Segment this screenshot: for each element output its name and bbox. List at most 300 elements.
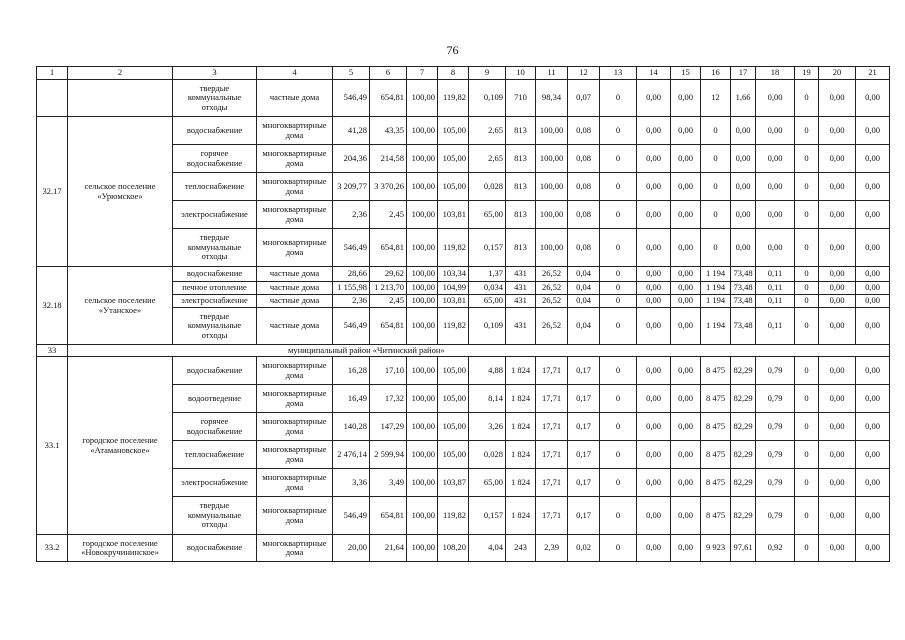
housing-type: многоквартирные дома	[257, 535, 333, 562]
table-cell: 0	[600, 441, 637, 469]
table-cell: 9 923	[701, 535, 731, 562]
table-cell: 0,17	[568, 357, 600, 385]
table-cell: 100,00	[536, 117, 568, 145]
table-cell: 0,00	[756, 173, 795, 201]
housing-type: многоквартирные дома	[257, 357, 333, 385]
table-cell: 105,00	[438, 441, 469, 469]
table-cell: 813	[506, 229, 536, 267]
table-cell: 0,00	[671, 357, 701, 385]
housing-type: частные дома	[257, 282, 333, 295]
service-type: твердые коммунальные отходы	[173, 308, 257, 345]
table-cell: 100,00	[407, 385, 438, 413]
service-type: твердые коммунальные отходы	[173, 497, 257, 535]
table-cell: 710	[506, 80, 536, 117]
table-cell: 0	[795, 173, 819, 201]
table-cell: 65,00	[469, 201, 506, 229]
table-cell: 2,65	[469, 145, 506, 173]
table-cell: 0	[795, 385, 819, 413]
table-cell: 0,00	[671, 145, 701, 173]
table-cell: 0	[795, 145, 819, 173]
table-cell: 0	[795, 295, 819, 308]
table-cell: 3,49	[370, 469, 407, 497]
column-header: 16	[701, 67, 731, 80]
table-cell: 0,00	[756, 80, 795, 117]
table-cell: 0,00	[819, 357, 856, 385]
table-cell: 100,00	[407, 229, 438, 267]
table-cell: 119,82	[438, 229, 469, 267]
table-cell: 97,61	[731, 535, 756, 562]
table-cell: 0,00	[671, 173, 701, 201]
table-cell: 0,00	[819, 295, 856, 308]
table-cell: 0,109	[469, 80, 506, 117]
table-cell: 8 475	[701, 413, 731, 441]
table-cell: 103,81	[438, 201, 469, 229]
table-cell: 82,29	[731, 497, 756, 535]
column-header: 12	[568, 67, 600, 80]
table-cell: 0,00	[671, 535, 701, 562]
table-cell: 0,00	[637, 357, 671, 385]
table-cell: 8 475	[701, 385, 731, 413]
table-cell: 103,87	[438, 469, 469, 497]
service-type: теплоснабжение	[173, 173, 257, 201]
table-cell: 0	[600, 267, 637, 282]
table-cell: 4,88	[469, 357, 506, 385]
table-cell: 0,00	[756, 229, 795, 267]
table-cell: 17,71	[536, 469, 568, 497]
table-cell: 0,00	[671, 282, 701, 295]
table-cell: 100,00	[536, 145, 568, 173]
column-header: 4	[257, 67, 333, 80]
table-cell: 0,04	[568, 295, 600, 308]
housing-type: многоквартирные дома	[257, 497, 333, 535]
header-row	[37, 67, 890, 80]
table-cell: 0,17	[568, 497, 600, 535]
table-cell: 8 475	[701, 497, 731, 535]
service-type: электроснабжение	[173, 295, 257, 308]
table-cell: 100,00	[407, 535, 438, 562]
section-title: муниципальный район «Читинский район»	[68, 345, 890, 357]
table-cell: 0	[600, 308, 637, 345]
table-cell: 0,034	[469, 282, 506, 295]
table-cell: 28,66	[333, 267, 370, 282]
table-cell: 0,00	[856, 413, 890, 441]
table-cell: 0	[795, 282, 819, 295]
table-cell: 0	[600, 535, 637, 562]
table-cell: 654,81	[370, 80, 407, 117]
table-cell: 104,99	[438, 282, 469, 295]
table-cell: 0	[795, 201, 819, 229]
table-cell: 103,81	[438, 295, 469, 308]
table-cell: 0,00	[856, 267, 890, 282]
housing-type: многоквартирные дома	[257, 145, 333, 173]
table-cell: 546,49	[333, 497, 370, 535]
table-cell: 82,29	[731, 357, 756, 385]
table-cell: 108,20	[438, 535, 469, 562]
table-cell: 2,45	[370, 201, 407, 229]
table-cell: 0	[600, 469, 637, 497]
table-cell: 41,28	[333, 117, 370, 145]
table-cell: 0,00	[756, 145, 795, 173]
column-header: 15	[671, 67, 701, 80]
table-cell: 0,00	[671, 469, 701, 497]
table-cell: 0,00	[671, 413, 701, 441]
table-cell: 0,11	[756, 282, 795, 295]
table-cell: 0,00	[731, 201, 756, 229]
table-cell: 2,45	[370, 295, 407, 308]
table-cell: 0,02	[568, 535, 600, 562]
table-cell: 119,82	[438, 80, 469, 117]
table-cell: 0,00	[637, 441, 671, 469]
table-cell: 0,00	[856, 173, 890, 201]
table-cell: 100,00	[407, 469, 438, 497]
table-cell: 0	[600, 282, 637, 295]
table-cell: 26,52	[536, 282, 568, 295]
service-type: твердые коммунальные отходы	[173, 80, 257, 117]
service-type: водоотведение	[173, 385, 257, 413]
table-cell: 0,00	[671, 441, 701, 469]
column-header: 9	[469, 67, 506, 80]
table-cell: 2 599,94	[370, 441, 407, 469]
table-cell: 654,81	[370, 229, 407, 267]
table-cell: 0	[600, 357, 637, 385]
table-cell: 0,79	[756, 385, 795, 413]
table-cell: 0,92	[756, 535, 795, 562]
table-cell: 0,00	[856, 117, 890, 145]
table-cell: 105,00	[438, 173, 469, 201]
table-cell: 431	[506, 295, 536, 308]
table-cell: 0,00	[637, 80, 671, 117]
table-cell: 0,11	[756, 308, 795, 345]
table-cell: 0,79	[756, 357, 795, 385]
table-cell: 813	[506, 201, 536, 229]
table-cell: 2,36	[333, 201, 370, 229]
table-cell: 119,82	[438, 497, 469, 535]
table-cell: 1 194	[701, 308, 731, 345]
service-type: водоснабжение	[173, 267, 257, 282]
settlement-name	[68, 80, 173, 117]
table-cell: 73,48	[731, 295, 756, 308]
table-cell: 0,00	[671, 385, 701, 413]
table-cell: 0,00	[637, 282, 671, 295]
table-cell: 100,00	[407, 267, 438, 282]
table-cell: 0,00	[731, 145, 756, 173]
table-cell: 1 155,98	[333, 282, 370, 295]
table-cell: 0,00	[671, 308, 701, 345]
row-number	[37, 80, 68, 117]
service-type: водоснабжение	[173, 535, 257, 562]
table-cell: 12	[701, 80, 731, 117]
table-cell: 204,36	[333, 145, 370, 173]
table-cell: 147,29	[370, 413, 407, 441]
table-cell: 105,00	[438, 357, 469, 385]
table-cell: 0,00	[671, 229, 701, 267]
table-cell: 20,00	[333, 535, 370, 562]
settlement-name: сельское поселение «Урюмское»	[68, 117, 173, 267]
table-cell: 0,109	[469, 308, 506, 345]
table-cell: 26,52	[536, 295, 568, 308]
column-header: 2	[68, 67, 173, 80]
table-cell: 0,00	[856, 80, 890, 117]
table-cell: 0	[701, 229, 731, 267]
table-cell: 100,00	[407, 413, 438, 441]
table-cell: 431	[506, 282, 536, 295]
table-cell: 0,00	[637, 535, 671, 562]
table-cell: 0	[600, 80, 637, 117]
table-row	[37, 80, 890, 117]
service-type: твердые коммунальные отходы	[173, 229, 257, 267]
table-cell: 0	[795, 117, 819, 145]
table-cell: 0	[795, 535, 819, 562]
service-type: теплоснабжение	[173, 441, 257, 469]
table-cell: 0,17	[568, 413, 600, 441]
housing-type: многоквартирные дома	[257, 469, 333, 497]
column-header: 11	[536, 67, 568, 80]
table-row	[37, 357, 890, 385]
table-cell: 0,00	[671, 201, 701, 229]
service-type: горячее водоснабжение	[173, 413, 257, 441]
table-cell: 0	[600, 497, 637, 535]
table-cell: 1 194	[701, 282, 731, 295]
table-cell: 0,00	[637, 413, 671, 441]
table-cell: 0,04	[568, 267, 600, 282]
table-cell: 0,00	[819, 201, 856, 229]
table-cell: 0,17	[568, 469, 600, 497]
column-header: 17	[731, 67, 756, 80]
table-cell: 0,00	[856, 357, 890, 385]
housing-type: многоквартирные дома	[257, 173, 333, 201]
table-cell: 214,58	[370, 145, 407, 173]
table-cell: 1 824	[506, 357, 536, 385]
table-cell: 100,00	[407, 295, 438, 308]
service-type: водоснабжение	[173, 117, 257, 145]
table-cell: 813	[506, 117, 536, 145]
service-type: горячее водоснабжение	[173, 145, 257, 173]
table-cell: 0,00	[819, 267, 856, 282]
table-cell: 140,28	[333, 413, 370, 441]
table-cell: 17,71	[536, 357, 568, 385]
housing-type: многоквартирные дома	[257, 117, 333, 145]
table-cell: 100,00	[407, 282, 438, 295]
table-row	[37, 117, 890, 145]
table-cell: 105,00	[438, 117, 469, 145]
table-cell: 16,28	[333, 357, 370, 385]
service-type: электроснабжение	[173, 201, 257, 229]
table-cell: 0,00	[819, 173, 856, 201]
table-cell: 0,00	[856, 282, 890, 295]
column-header: 7	[407, 67, 438, 80]
table-cell: 0,00	[819, 413, 856, 441]
column-header: 6	[370, 67, 407, 80]
table-cell: 1 824	[506, 497, 536, 535]
table-cell: 0,00	[637, 469, 671, 497]
housing-type: многоквартирные дома	[257, 385, 333, 413]
table-cell: 0	[795, 357, 819, 385]
page-number: 76	[446, 43, 459, 57]
table-cell: 8 475	[701, 357, 731, 385]
table-cell: 0,00	[671, 80, 701, 117]
table-cell: 243	[506, 535, 536, 562]
table-cell: 0,08	[568, 229, 600, 267]
table-cell: 0	[795, 229, 819, 267]
table-cell: 0,11	[756, 295, 795, 308]
table-cell: 100,00	[407, 117, 438, 145]
table-cell: 0,00	[819, 80, 856, 117]
table-cell: 17,71	[536, 441, 568, 469]
table-cell: 0,00	[856, 145, 890, 173]
table-cell: 1 824	[506, 469, 536, 497]
column-header: 3	[173, 67, 257, 80]
table-cell: 21,64	[370, 535, 407, 562]
table-cell: 0,00	[819, 535, 856, 562]
table-cell: 0,00	[637, 385, 671, 413]
table-cell: 119,82	[438, 308, 469, 345]
table-cell: 82,29	[731, 413, 756, 441]
table-cell: 546,49	[333, 80, 370, 117]
table-cell: 0,00	[819, 229, 856, 267]
table-cell: 100,00	[407, 173, 438, 201]
table-cell: 0	[795, 80, 819, 117]
table-cell: 0,79	[756, 469, 795, 497]
table-cell: 0,00	[637, 295, 671, 308]
table-cell: 100,00	[407, 80, 438, 117]
table-cell: 0,00	[637, 497, 671, 535]
settlement-name: городское поселение «Атамановское»	[68, 357, 173, 535]
table-cell: 105,00	[438, 413, 469, 441]
column-header: 20	[819, 67, 856, 80]
table-cell: 0,028	[469, 173, 506, 201]
table-cell: 0,00	[856, 229, 890, 267]
table-cell: 0	[600, 229, 637, 267]
table-cell: 0,04	[568, 282, 600, 295]
table-cell: 0,00	[856, 385, 890, 413]
table-cell: 29,62	[370, 267, 407, 282]
table-cell: 3,26	[469, 413, 506, 441]
table-cell: 17,10	[370, 357, 407, 385]
table-cell: 0	[600, 173, 637, 201]
table-cell: 0,00	[731, 117, 756, 145]
column-header: 19	[795, 67, 819, 80]
table-cell: 8,14	[469, 385, 506, 413]
table-cell: 0	[600, 201, 637, 229]
table-cell: 1,37	[469, 267, 506, 282]
table-cell: 654,81	[370, 308, 407, 345]
table-cell: 82,29	[731, 441, 756, 469]
table-cell: 0	[701, 173, 731, 201]
table-cell: 0,00	[856, 295, 890, 308]
table-cell: 0,07	[568, 80, 600, 117]
table-cell: 26,52	[536, 308, 568, 345]
table-cell: 0	[600, 413, 637, 441]
row-number: 32.17	[37, 117, 68, 267]
table-cell: 0,00	[731, 229, 756, 267]
table-cell: 0,00	[637, 267, 671, 282]
table-cell: 0,00	[731, 173, 756, 201]
table-cell: 0	[795, 469, 819, 497]
column-header: 14	[637, 67, 671, 80]
table-cell: 65,00	[469, 469, 506, 497]
table-cell: 17,71	[536, 413, 568, 441]
table-cell: 98,34	[536, 80, 568, 117]
row-number: 33.2	[37, 535, 68, 562]
table-cell: 4,04	[469, 535, 506, 562]
service-type: водоснабжение	[173, 357, 257, 385]
table-cell: 546,49	[333, 308, 370, 345]
section-number: 33	[37, 345, 68, 357]
table-cell: 0	[795, 497, 819, 535]
table-cell: 0,00	[819, 282, 856, 295]
table-cell: 0,00	[819, 441, 856, 469]
row-number: 32.18	[37, 267, 68, 345]
table-cell: 103,34	[438, 267, 469, 282]
housing-type: многоквартирные дома	[257, 229, 333, 267]
table-cell: 1 194	[701, 267, 731, 282]
table-cell: 2,65	[469, 117, 506, 145]
table-cell: 0,00	[856, 308, 890, 345]
table-cell: 3 370,26	[370, 173, 407, 201]
table-cell: 0,157	[469, 229, 506, 267]
table-cell: 105,00	[438, 385, 469, 413]
table-cell: 17,71	[536, 385, 568, 413]
table-cell: 0,08	[568, 173, 600, 201]
table-cell: 1 213,70	[370, 282, 407, 295]
table-cell: 0	[600, 117, 637, 145]
table-cell: 65,00	[469, 295, 506, 308]
table-cell: 8 475	[701, 441, 731, 469]
table-cell: 100,00	[536, 229, 568, 267]
table-cell: 2,36	[333, 295, 370, 308]
table-cell: 16,49	[333, 385, 370, 413]
table-cell: 0,028	[469, 441, 506, 469]
table-cell: 73,48	[731, 308, 756, 345]
table-cell: 0,00	[671, 295, 701, 308]
column-header: 21	[856, 67, 890, 80]
table-cell: 1 824	[506, 385, 536, 413]
table-cell: 82,29	[731, 469, 756, 497]
table-cell: 0,00	[819, 497, 856, 535]
table-cell: 0,00	[671, 117, 701, 145]
settlement-name: сельское поселение «Утанское»	[68, 267, 173, 345]
table-cell: 813	[506, 145, 536, 173]
housing-type: многоквартирные дома	[257, 441, 333, 469]
housing-type: частные дома	[257, 80, 333, 117]
table-cell: 0,00	[856, 497, 890, 535]
table-cell: 43,35	[370, 117, 407, 145]
service-type: печное отопление	[173, 282, 257, 295]
table-cell: 0,00	[756, 117, 795, 145]
table-cell: 0,79	[756, 441, 795, 469]
table-cell: 1 824	[506, 441, 536, 469]
table-cell: 0,00	[637, 229, 671, 267]
table-cell: 0,00	[637, 308, 671, 345]
table-cell: 0,00	[856, 535, 890, 562]
tariff-table	[36, 66, 890, 562]
table-cell: 0,17	[568, 385, 600, 413]
table-cell: 1 824	[506, 413, 536, 441]
table-cell: 0,00	[856, 469, 890, 497]
column-header: 8	[438, 67, 469, 80]
table-cell: 0,00	[637, 117, 671, 145]
housing-type: частные дома	[257, 295, 333, 308]
table-cell: 0,00	[819, 469, 856, 497]
table-row	[37, 267, 890, 282]
table-cell: 100,00	[536, 201, 568, 229]
table-cell: 0	[600, 385, 637, 413]
table-cell: 0	[795, 413, 819, 441]
table-cell: 82,29	[731, 385, 756, 413]
table-cell: 0,00	[856, 201, 890, 229]
row-number: 33.1	[37, 357, 68, 535]
table-cell: 105,00	[438, 145, 469, 173]
